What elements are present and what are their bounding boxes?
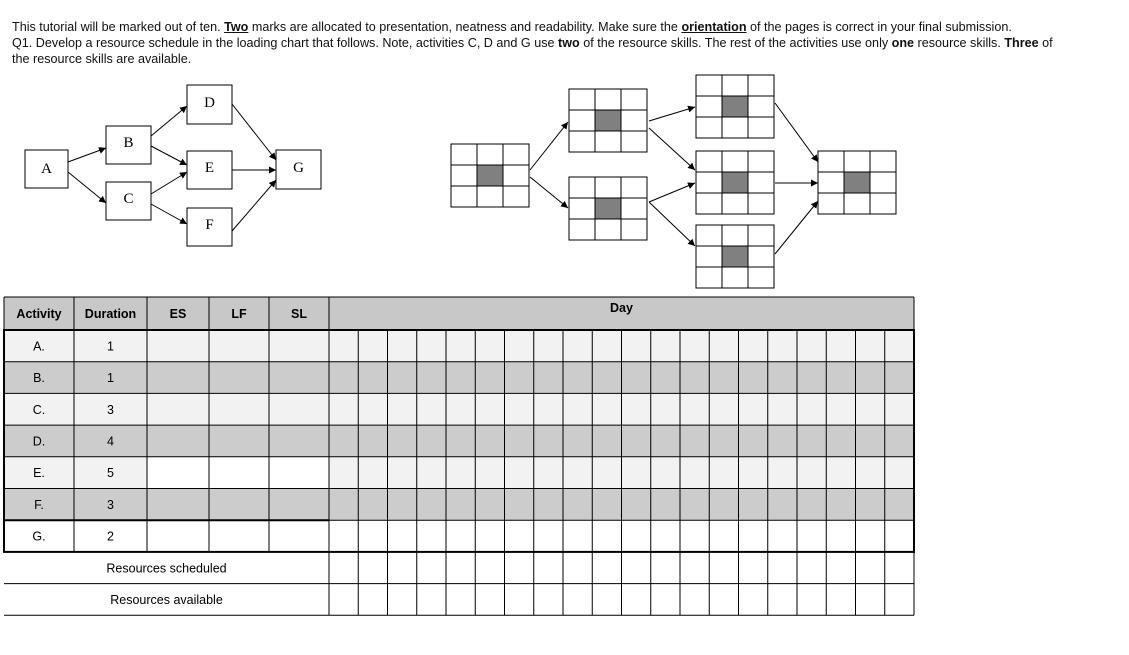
emphasis-two: two — [558, 36, 580, 50]
grid-edge-1 — [530, 122, 568, 170]
duration-cell: 3 — [107, 497, 114, 512]
edge-c-e — [151, 172, 187, 194]
text: This tutorial will be marked out of ten. — [12, 20, 225, 34]
edge-d-g — [232, 104, 276, 160]
text: of the resource skills are available. — [12, 36, 1053, 66]
grid-node-7 — [818, 151, 896, 214]
node-c-label: C — [123, 191, 134, 207]
grid-edge-2 — [530, 177, 568, 208]
node-g — [276, 150, 321, 189]
table-row — [4, 489, 914, 521]
grid-node-4 — [696, 75, 774, 138]
node-g-label: G — [293, 160, 304, 176]
grid-node-shaded-cell — [722, 246, 748, 267]
node-e-label: E — [204, 160, 215, 176]
grid-node-3 — [569, 177, 647, 240]
node-a-label: A — [41, 161, 52, 177]
grid-node-network-diagram — [451, 75, 896, 288]
node-d — [187, 85, 232, 124]
duration-cell: 1 — [107, 371, 114, 386]
resource-loading-chart — [4, 297, 914, 615]
header-duration: Duration — [84, 307, 137, 321]
node-b — [106, 126, 151, 164]
grid-node-6 — [696, 225, 774, 288]
duration-cell: 5 — [107, 466, 114, 481]
edge-b-e — [151, 146, 187, 165]
grid-edge-5 — [649, 183, 695, 202]
grid-node-2 — [569, 89, 647, 152]
node-c — [106, 182, 151, 220]
activity-cell: A. — [33, 339, 45, 354]
table-row — [4, 362, 914, 394]
emphasis-orientation: orientation — [681, 20, 747, 34]
activity-cell: F. — [34, 497, 44, 512]
table-row — [4, 393, 914, 425]
node-b-label: B — [123, 135, 134, 151]
header-lf: LF — [231, 307, 247, 321]
grid-edge-6 — [649, 202, 695, 246]
edge-c-f — [151, 204, 187, 224]
activity-cell: E. — [33, 466, 45, 481]
text: resource skills. — [914, 36, 1005, 50]
text: of the resource skills. The rest of the activities use only — [579, 36, 892, 50]
grid-node-shaded-cell — [477, 165, 503, 186]
grid-edge-9 — [775, 201, 818, 254]
grid-edge-4 — [649, 128, 695, 170]
table-row — [4, 330, 914, 362]
node-e — [187, 151, 232, 189]
table-row — [4, 425, 914, 457]
edge-a-c — [68, 172, 106, 203]
text: Q1. Develop a resource schedule in the loading chart that follows. Note, activities C, D and G use — [12, 36, 559, 50]
text: of the pages is correct in your final submission. — [746, 20, 1012, 34]
grid-node-shaded-cell — [722, 96, 748, 117]
table-header — [4, 297, 914, 330]
grid-edge-7 — [775, 103, 818, 162]
network-edges — [68, 104, 276, 231]
edge-f-g — [232, 180, 276, 231]
edge-b-d — [151, 106, 187, 136]
header-es: ES — [169, 307, 187, 321]
duration-cell: 2 — [107, 529, 114, 544]
grid-node-shaded-cell — [722, 172, 748, 193]
activity-cell: G. — [32, 529, 46, 544]
emphasis-three: Three — [1004, 36, 1039, 50]
emphasis-two-marks: Two — [224, 20, 249, 34]
duration-cell: 4 — [107, 434, 114, 449]
table-row — [4, 457, 914, 489]
grid-node-1 — [451, 144, 529, 207]
activity-cell: C. — [32, 402, 46, 417]
grid-node-shaded-cell — [595, 198, 621, 219]
grid-node-shaded-cell — [844, 172, 870, 193]
node-d-label: D — [204, 95, 215, 111]
grid-node-shaded-cell — [595, 110, 621, 131]
activity-cell: B. — [33, 371, 45, 386]
activity-cell: D. — [32, 434, 46, 449]
resources-available-label: Resources available — [110, 592, 223, 607]
grid-node-5 — [696, 151, 774, 214]
node-f — [187, 208, 232, 246]
text: marks are allocated to presentation, neatness and readability. Make sure the — [248, 20, 682, 34]
edge-a-b — [68, 148, 106, 162]
duration-cell: 3 — [107, 402, 114, 417]
activity-network-diagram — [25, 85, 321, 246]
header-activity: Activity — [16, 307, 62, 321]
header-day: Day — [610, 301, 633, 315]
node-f-label: F — [205, 217, 214, 233]
node-a — [25, 150, 68, 188]
resources-scheduled-label: Resources scheduled — [106, 561, 227, 576]
header-sl: SL — [291, 307, 307, 321]
grid-edge-3 — [649, 107, 695, 121]
emphasis-one: one — [891, 36, 915, 50]
duration-cell: 1 — [107, 339, 114, 354]
